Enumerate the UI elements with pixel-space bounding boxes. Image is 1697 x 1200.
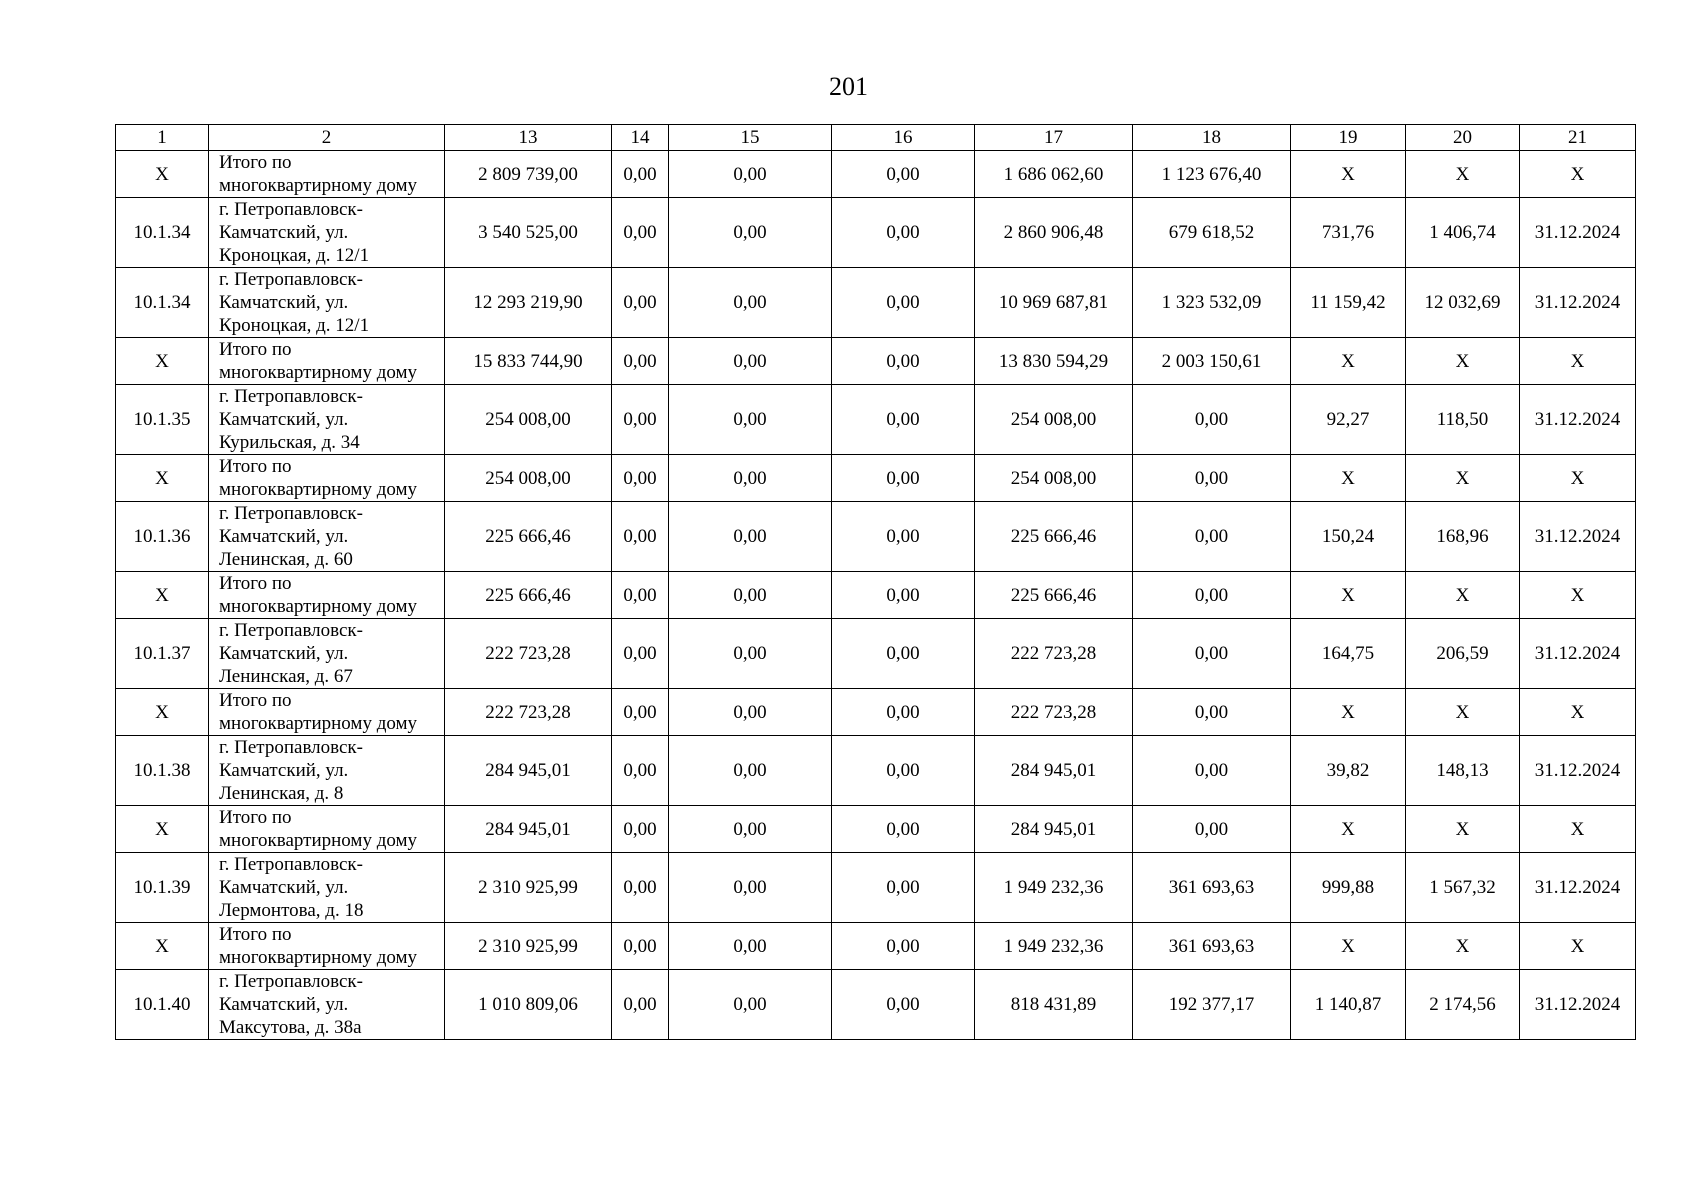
table-cell: 0,00 <box>832 923 975 970</box>
row-number-cell: X <box>116 455 209 502</box>
table-cell: 0,00 <box>832 689 975 736</box>
table-cell: 0,00 <box>669 619 832 689</box>
table-cell: 12 293 219,90 <box>445 268 612 338</box>
table-cell: 31.12.2024 <box>1520 502 1636 572</box>
table-cell: 2 174,56 <box>1406 970 1520 1040</box>
table-cell: 148,13 <box>1406 736 1520 806</box>
total-row <box>116 689 1636 736</box>
table-cell: 0,00 <box>832 455 975 502</box>
table-row <box>116 970 1636 1040</box>
table-cell: 0,00 <box>1133 689 1291 736</box>
table-cell: 0,00 <box>669 853 832 923</box>
table-cell: X <box>1406 572 1520 619</box>
address-cell: Итого по многоквартирному дому <box>209 689 445 736</box>
address-cell: Итого по многоквартирному дому <box>209 572 445 619</box>
table-cell: 0,00 <box>669 455 832 502</box>
table-cell: 0,00 <box>669 806 832 853</box>
table-cell: X <box>1520 455 1636 502</box>
column-header: 19 <box>1291 125 1406 151</box>
table-cell: 0,00 <box>669 502 832 572</box>
table-cell: 1 949 232,36 <box>975 853 1133 923</box>
table-cell: 0,00 <box>612 151 669 198</box>
table-cell: 31.12.2024 <box>1520 385 1636 455</box>
row-number-cell: 10.1.40 <box>116 970 209 1040</box>
table-cell: 0,00 <box>612 502 669 572</box>
table-cell: 1 406,74 <box>1406 198 1520 268</box>
table-cell: 0,00 <box>612 806 669 853</box>
address-cell: г. Петропавловск-Камчатский, ул. Лермонтова, д. 18 <box>209 853 445 923</box>
table-cell: 150,24 <box>1291 502 1406 572</box>
table-cell: 0,00 <box>612 268 669 338</box>
row-number-cell: X <box>116 923 209 970</box>
address-cell: Итого по многоквартирному дому <box>209 338 445 385</box>
table-cell: 1 567,32 <box>1406 853 1520 923</box>
table-cell: 225 666,46 <box>975 502 1133 572</box>
table-row <box>116 736 1636 806</box>
table-cell: 0,00 <box>669 385 832 455</box>
address-cell: Итого по многоквартирному дому <box>209 455 445 502</box>
row-number-cell: X <box>116 572 209 619</box>
table-cell: 2 003 150,61 <box>1133 338 1291 385</box>
column-header: 16 <box>832 125 975 151</box>
table-cell: 0,00 <box>832 853 975 923</box>
table-cell: X <box>1406 689 1520 736</box>
table-cell: 0,00 <box>832 502 975 572</box>
address-cell: г. Петропавловск-Камчатский, ул. Ленинская, д. 8 <box>209 736 445 806</box>
address-cell: Итого по многоквартирному дому <box>209 923 445 970</box>
address-cell: г. Петропавловск-Камчатский, ул. Курильская, д. 34 <box>209 385 445 455</box>
total-row <box>116 151 1636 198</box>
table-cell: 31.12.2024 <box>1520 619 1636 689</box>
row-number-cell: X <box>116 151 209 198</box>
address-cell: г. Петропавловск-Камчатский, ул. Ленинская, д. 60 <box>209 502 445 572</box>
table-cell: 192 377,17 <box>1133 970 1291 1040</box>
table-cell: 284 945,01 <box>445 806 612 853</box>
table-cell: 254 008,00 <box>975 385 1133 455</box>
table-cell: 254 008,00 <box>445 455 612 502</box>
total-row <box>116 923 1636 970</box>
table-cell: 0,00 <box>612 385 669 455</box>
table-cell: 0,00 <box>669 198 832 268</box>
address-cell: Итого по многоквартирному дому <box>209 151 445 198</box>
page-number: 201 <box>829 72 868 101</box>
address-cell: г. Петропавловск-Камчатский, ул. Ленинская, д. 67 <box>209 619 445 689</box>
table-cell: 168,96 <box>1406 502 1520 572</box>
table-cell: 0,00 <box>1133 385 1291 455</box>
table-cell: 0,00 <box>832 572 975 619</box>
table-cell: 0,00 <box>612 689 669 736</box>
table-cell: 39,82 <box>1291 736 1406 806</box>
table-cell: X <box>1406 455 1520 502</box>
table-cell: X <box>1291 572 1406 619</box>
row-number-cell: 10.1.36 <box>116 502 209 572</box>
row-number-cell: 10.1.39 <box>116 853 209 923</box>
table-body <box>116 151 1636 1040</box>
table-cell: 0,00 <box>612 923 669 970</box>
table-cell: 1 010 809,06 <box>445 970 612 1040</box>
table-cell: 284 945,01 <box>975 806 1133 853</box>
table-header-row <box>116 125 1636 151</box>
total-row <box>116 572 1636 619</box>
table-cell: 0,00 <box>1133 455 1291 502</box>
table-cell: X <box>1520 806 1636 853</box>
table-cell: 2 310 925,99 <box>445 923 612 970</box>
row-number-cell: 10.1.37 <box>116 619 209 689</box>
table-cell: 10 969 687,81 <box>975 268 1133 338</box>
table-cell: 0,00 <box>669 923 832 970</box>
table-cell: 1 686 062,60 <box>975 151 1133 198</box>
table-cell: 679 618,52 <box>1133 198 1291 268</box>
column-header: 1 <box>116 125 209 151</box>
table-cell: 361 693,63 <box>1133 853 1291 923</box>
table-cell: 0,00 <box>669 572 832 619</box>
table-cell: 0,00 <box>669 736 832 806</box>
table-row <box>116 385 1636 455</box>
table-cell: 0,00 <box>669 689 832 736</box>
column-header: 17 <box>975 125 1133 151</box>
table-cell: 0,00 <box>669 970 832 1040</box>
table-cell: X <box>1291 338 1406 385</box>
table-cell: 0,00 <box>612 853 669 923</box>
table-cell: X <box>1291 689 1406 736</box>
table-row <box>116 198 1636 268</box>
row-number-cell: 10.1.34 <box>116 268 209 338</box>
table-cell: 0,00 <box>1133 806 1291 853</box>
table-cell: 0,00 <box>832 338 975 385</box>
table-cell: 225 666,46 <box>975 572 1133 619</box>
total-row <box>116 806 1636 853</box>
row-number-cell: 10.1.35 <box>116 385 209 455</box>
total-row <box>116 455 1636 502</box>
table-cell: 206,59 <box>1406 619 1520 689</box>
table-cell: 0,00 <box>1133 572 1291 619</box>
table-cell: X <box>1406 151 1520 198</box>
column-header: 13 <box>445 125 612 151</box>
table-cell: 731,76 <box>1291 198 1406 268</box>
table-cell: 0,00 <box>612 338 669 385</box>
table-cell: X <box>1520 689 1636 736</box>
table-cell: X <box>1520 151 1636 198</box>
row-number-cell: 10.1.34 <box>116 198 209 268</box>
table-cell: 222 723,28 <box>445 619 612 689</box>
table-cell: 1 323 532,09 <box>1133 268 1291 338</box>
row-number-cell: X <box>116 338 209 385</box>
data-table <box>115 124 1636 1040</box>
table-cell: 222 723,28 <box>975 689 1133 736</box>
table-cell: 0,00 <box>1133 736 1291 806</box>
total-row <box>116 338 1636 385</box>
table-cell: 0,00 <box>669 151 832 198</box>
table-cell: X <box>1406 923 1520 970</box>
row-number-cell: X <box>116 806 209 853</box>
table-cell: 0,00 <box>832 151 975 198</box>
table-cell: 254 008,00 <box>445 385 612 455</box>
table-cell: 31.12.2024 <box>1520 268 1636 338</box>
table-cell: 0,00 <box>832 268 975 338</box>
table-cell: 3 540 525,00 <box>445 198 612 268</box>
table-cell: X <box>1406 806 1520 853</box>
table-cell: X <box>1406 338 1520 385</box>
table-cell: 0,00 <box>612 572 669 619</box>
table-cell: 0,00 <box>669 268 832 338</box>
table-cell: 2 860 906,48 <box>975 198 1133 268</box>
table-cell: 0,00 <box>1133 502 1291 572</box>
table-cell: 284 945,01 <box>975 736 1133 806</box>
address-cell: г. Петропавловск-Камчатский, ул. Максутова, д. 38а <box>209 970 445 1040</box>
table-row <box>116 619 1636 689</box>
table-cell: 0,00 <box>832 385 975 455</box>
table-cell: 31.12.2024 <box>1520 198 1636 268</box>
column-header: 20 <box>1406 125 1520 151</box>
column-header: 14 <box>612 125 669 151</box>
table-cell: 12 032,69 <box>1406 268 1520 338</box>
table-cell: 11 159,42 <box>1291 268 1406 338</box>
table-cell: 0,00 <box>832 198 975 268</box>
table-cell: 1 949 232,36 <box>975 923 1133 970</box>
table-cell: 254 008,00 <box>975 455 1133 502</box>
table-cell: 2 310 925,99 <box>445 853 612 923</box>
table-cell: 1 123 676,40 <box>1133 151 1291 198</box>
table-cell: 164,75 <box>1291 619 1406 689</box>
table-cell: 0,00 <box>832 736 975 806</box>
table-cell: 0,00 <box>612 455 669 502</box>
table-cell: 1 140,87 <box>1291 970 1406 1040</box>
row-number-cell: 10.1.38 <box>116 736 209 806</box>
table-cell: 0,00 <box>832 970 975 1040</box>
table-cell: 0,00 <box>669 338 832 385</box>
table-cell: 118,50 <box>1406 385 1520 455</box>
column-header: 15 <box>669 125 832 151</box>
address-cell: Итого по многоквартирному дому <box>209 806 445 853</box>
table-cell: 0,00 <box>612 198 669 268</box>
table-cell: 31.12.2024 <box>1520 736 1636 806</box>
table-row <box>116 268 1636 338</box>
table-cell: 0,00 <box>612 736 669 806</box>
table-cell: 31.12.2024 <box>1520 970 1636 1040</box>
table-row <box>116 502 1636 572</box>
table-cell: X <box>1291 455 1406 502</box>
table-cell: X <box>1291 923 1406 970</box>
table-cell: X <box>1520 923 1636 970</box>
table-cell: 0,00 <box>832 806 975 853</box>
table-cell: 361 693,63 <box>1133 923 1291 970</box>
table-cell: X <box>1291 151 1406 198</box>
table-cell: 0,00 <box>612 619 669 689</box>
table-cell: 225 666,46 <box>445 572 612 619</box>
column-header: 21 <box>1520 125 1636 151</box>
table-cell: 2 809 739,00 <box>445 151 612 198</box>
table-cell: X <box>1520 572 1636 619</box>
table-cell: 999,88 <box>1291 853 1406 923</box>
table-cell: 0,00 <box>1133 619 1291 689</box>
table-cell: X <box>1291 806 1406 853</box>
table-cell: 222 723,28 <box>975 619 1133 689</box>
address-cell: г. Петропавловск-Камчатский, ул. Кроноцкая, д. 12/1 <box>209 268 445 338</box>
table-cell: 0,00 <box>832 619 975 689</box>
column-header: 2 <box>209 125 445 151</box>
table-cell: 31.12.2024 <box>1520 853 1636 923</box>
table-cell: 225 666,46 <box>445 502 612 572</box>
table-cell: 15 833 744,90 <box>445 338 612 385</box>
table-cell: 0,00 <box>612 970 669 1040</box>
table-cell: 92,27 <box>1291 385 1406 455</box>
row-number-cell: X <box>116 689 209 736</box>
table-cell: X <box>1520 338 1636 385</box>
table-cell: 222 723,28 <box>445 689 612 736</box>
table-row <box>116 853 1636 923</box>
table-cell: 818 431,89 <box>975 970 1133 1040</box>
table-cell: 284 945,01 <box>445 736 612 806</box>
column-header: 18 <box>1133 125 1291 151</box>
table-cell: 13 830 594,29 <box>975 338 1133 385</box>
address-cell: г. Петропавловск-Камчатский, ул. Кроноцкая, д. 12/1 <box>209 198 445 268</box>
